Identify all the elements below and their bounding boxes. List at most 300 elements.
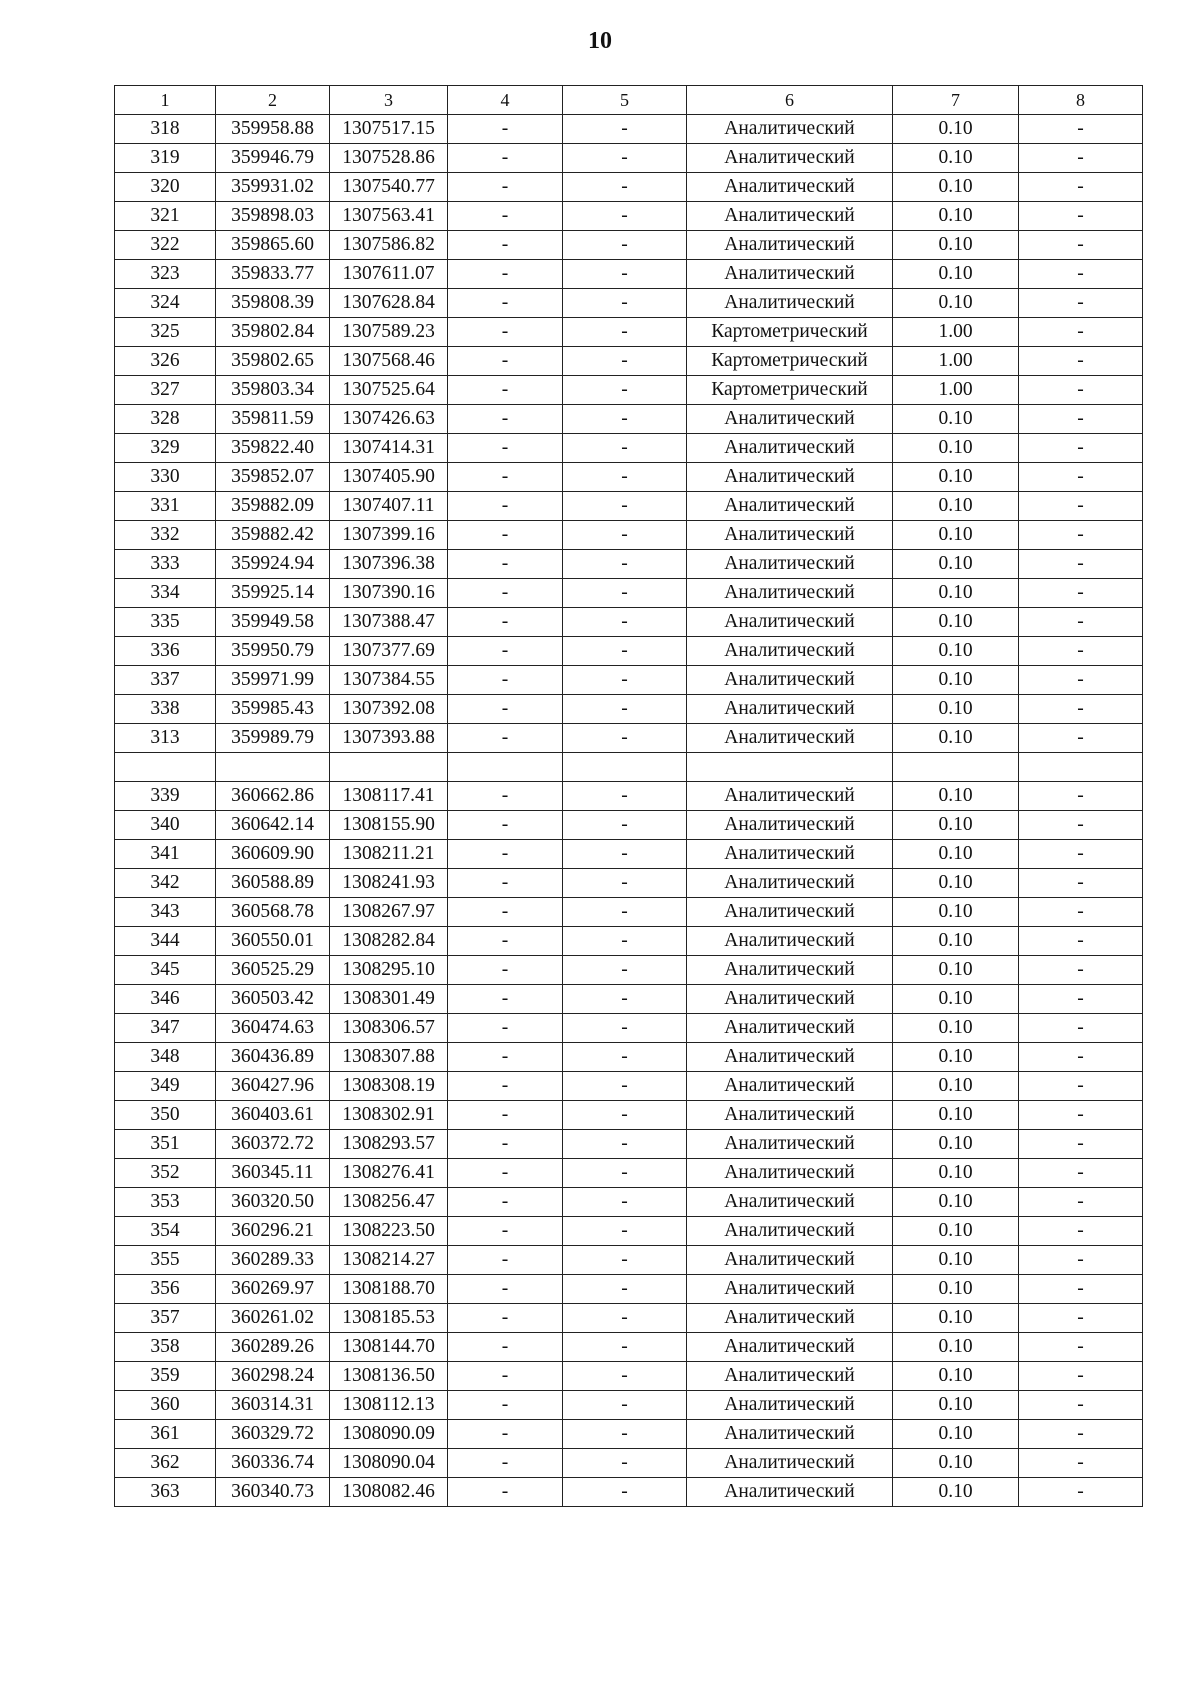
cell-method: Аналитический	[687, 1043, 893, 1072]
cell-method: Аналитический	[687, 1304, 893, 1333]
cell-coord-x: 360662.86	[216, 782, 330, 811]
cell-coord-y: 1308308.19	[330, 1072, 448, 1101]
cell-col-8: -	[1019, 1391, 1143, 1420]
cell-col-8: -	[1019, 521, 1143, 550]
table-row	[115, 1304, 1143, 1333]
cell-col-5: -	[563, 347, 687, 376]
cell-coord-x: 360298.24	[216, 1362, 330, 1391]
cell-coord-y: 1308256.47	[330, 1188, 448, 1217]
cell-coord-x: 360261.02	[216, 1304, 330, 1333]
cell-col-8: -	[1019, 637, 1143, 666]
cell-coord-x: 360340.73	[216, 1478, 330, 1507]
cell-coord-x: 359852.07	[216, 463, 330, 492]
cell-col-5: -	[563, 1391, 687, 1420]
cell-col-4: -	[448, 1333, 563, 1362]
table-row	[115, 1275, 1143, 1304]
cell-coord-y: 1308090.04	[330, 1449, 448, 1478]
cell-accuracy: 1.00	[893, 376, 1019, 405]
cell-coord-y: 1307563.41	[330, 202, 448, 231]
cell-col-4: -	[448, 1159, 563, 1188]
cell-accuracy: 0.10	[893, 637, 1019, 666]
cell-method: Аналитический	[687, 1333, 893, 1362]
cell-col-8: -	[1019, 1420, 1143, 1449]
cell-coord-y: 1307611.07	[330, 260, 448, 289]
table-row	[115, 1014, 1143, 1043]
cell-accuracy: 0.10	[893, 260, 1019, 289]
cell-col-4: -	[448, 1014, 563, 1043]
cell-col-8: -	[1019, 1188, 1143, 1217]
cell-point-number: 345	[115, 956, 216, 985]
column-header-2: 2	[216, 86, 330, 115]
cell-method: Аналитический	[687, 1246, 893, 1275]
cell-accuracy: 0.10	[893, 869, 1019, 898]
cell-coord-y: 1307407.11	[330, 492, 448, 521]
cell-accuracy: 0.10	[893, 956, 1019, 985]
cell-col-8: -	[1019, 550, 1143, 579]
cell-coord-y: 1308211.21	[330, 840, 448, 869]
cell-col-5: -	[563, 144, 687, 173]
cell-col-8: -	[1019, 289, 1143, 318]
cell-method: Картометрический	[687, 347, 893, 376]
cell-point-number: 355	[115, 1246, 216, 1275]
cell-point-number: 363	[115, 1478, 216, 1507]
cell-col-8: -	[1019, 1304, 1143, 1333]
cell-method: Аналитический	[687, 115, 893, 144]
cell-accuracy: 0.10	[893, 550, 1019, 579]
cell-coord-y: 1307399.16	[330, 521, 448, 550]
cell-coord-y: 1307628.84	[330, 289, 448, 318]
cell-method: Аналитический	[687, 898, 893, 927]
table-row	[115, 1130, 1143, 1159]
table-row	[115, 1420, 1143, 1449]
cell-coord-y: 1308082.46	[330, 1478, 448, 1507]
cell-coord-x: 360588.89	[216, 869, 330, 898]
cell-coord-x: 360525.29	[216, 956, 330, 985]
cell-coord-x: 359802.65	[216, 347, 330, 376]
cell-coord-y: 1307528.86	[330, 144, 448, 173]
cell-point-number: 357	[115, 1304, 216, 1333]
cell-col-4: -	[448, 724, 563, 753]
cell-col-8: -	[1019, 840, 1143, 869]
cell-col-4: -	[448, 1391, 563, 1420]
cell-coord-x: 360642.14	[216, 811, 330, 840]
cell-method: Аналитический	[687, 956, 893, 985]
table-header	[115, 86, 1143, 115]
cell-accuracy: 0.10	[893, 1014, 1019, 1043]
cell-accuracy: 0.10	[893, 1188, 1019, 1217]
cell-point-number: 334	[115, 579, 216, 608]
cell-col-4: -	[448, 927, 563, 956]
cell-coord-y: 1308241.93	[330, 869, 448, 898]
cell-col-4: -	[448, 1072, 563, 1101]
cell-accuracy: 0.10	[893, 1159, 1019, 1188]
cell-accuracy: 0.10	[893, 1101, 1019, 1130]
cell-point-number: 323	[115, 260, 216, 289]
cell-col-5: -	[563, 1072, 687, 1101]
cell-accuracy: 0.10	[893, 782, 1019, 811]
cell-point-number: 338	[115, 695, 216, 724]
cell-coord-y: 1307390.16	[330, 579, 448, 608]
cell-coord-y: 1308136.50	[330, 1362, 448, 1391]
cell-method: Аналитический	[687, 695, 893, 724]
cell-col-5: -	[563, 1449, 687, 1478]
cell-coord-y: 1308302.91	[330, 1101, 448, 1130]
cell-col-5: -	[563, 666, 687, 695]
cell-accuracy: 0.10	[893, 1333, 1019, 1362]
cell-method: Аналитический	[687, 1130, 893, 1159]
cell-col-8	[1019, 753, 1143, 782]
cell-accuracy: 0.10	[893, 1420, 1019, 1449]
table-row	[115, 173, 1143, 202]
cell-col-4: -	[448, 840, 563, 869]
cell-col-4: -	[448, 1304, 563, 1333]
cell-point-number: 342	[115, 869, 216, 898]
cell-point-number: 347	[115, 1014, 216, 1043]
cell-col-8: -	[1019, 231, 1143, 260]
cell-col-4: -	[448, 666, 563, 695]
cell-col-8: -	[1019, 608, 1143, 637]
cell-method: Аналитический	[687, 637, 893, 666]
table-row	[115, 1478, 1143, 1507]
cell-coord-x: 360289.26	[216, 1333, 330, 1362]
cell-coord-y: 1307405.90	[330, 463, 448, 492]
cell-point-number: 351	[115, 1130, 216, 1159]
cell-accuracy: 0.10	[893, 985, 1019, 1014]
table-row	[115, 1391, 1143, 1420]
cell-col-5: -	[563, 956, 687, 985]
cell-col-5: -	[563, 898, 687, 927]
cell-coord-x: 360474.63	[216, 1014, 330, 1043]
cell-coord-y: 1307525.64	[330, 376, 448, 405]
cell-accuracy: 0.10	[893, 1391, 1019, 1420]
cell-col-4: -	[448, 1246, 563, 1275]
cell-coord-y: 1307568.46	[330, 347, 448, 376]
cell-col-4: -	[448, 1130, 563, 1159]
cell-accuracy: 0.10	[893, 405, 1019, 434]
cell-col-4: -	[448, 1188, 563, 1217]
cell-col-4: -	[448, 1449, 563, 1478]
cell-col-8: -	[1019, 1275, 1143, 1304]
table-row	[115, 347, 1143, 376]
cell-col-4: -	[448, 1217, 563, 1246]
table-row	[115, 1217, 1143, 1246]
cell-coord-y: 1308276.41	[330, 1159, 448, 1188]
cell-point-number: 353	[115, 1188, 216, 1217]
table-row	[115, 1449, 1143, 1478]
cell-accuracy: 0.10	[893, 1217, 1019, 1246]
cell-method: Аналитический	[687, 173, 893, 202]
cell-point-number: 318	[115, 115, 216, 144]
cell-point-number: 358	[115, 1333, 216, 1362]
cell-col-5: -	[563, 1275, 687, 1304]
cell-method: Аналитический	[687, 811, 893, 840]
cell-method: Аналитический	[687, 1391, 893, 1420]
cell-coord-y: 1308293.57	[330, 1130, 448, 1159]
table-row	[115, 927, 1143, 956]
cell-col-4	[448, 753, 563, 782]
cell-accuracy: 0.10	[893, 1072, 1019, 1101]
cell-col-4: -	[448, 898, 563, 927]
cell-coord-y: 1308282.84	[330, 927, 448, 956]
table-row	[115, 1159, 1143, 1188]
cell-coord-x: 359985.43	[216, 695, 330, 724]
cell-coord-x: 359931.02	[216, 173, 330, 202]
table-row	[115, 1362, 1143, 1391]
table-row	[115, 1246, 1143, 1275]
column-header-1: 1	[115, 86, 216, 115]
cell-point-number: 326	[115, 347, 216, 376]
table-row	[115, 898, 1143, 927]
table-row	[115, 608, 1143, 637]
cell-point-number: 324	[115, 289, 216, 318]
cell-col-8: -	[1019, 1478, 1143, 1507]
table-row	[115, 1333, 1143, 1362]
table-row	[115, 1188, 1143, 1217]
cell-col-8: -	[1019, 1362, 1143, 1391]
cell-col-5: -	[563, 1246, 687, 1275]
cell-coord-x: 360320.50	[216, 1188, 330, 1217]
cell-col-4: -	[448, 1362, 563, 1391]
cell-col-5: -	[563, 840, 687, 869]
table-body	[115, 115, 1143, 1507]
cell-col-5: -	[563, 231, 687, 260]
cell-col-5: -	[563, 608, 687, 637]
table-row	[115, 695, 1143, 724]
cell-col-4: -	[448, 492, 563, 521]
cell-coord-y: 1308188.70	[330, 1275, 448, 1304]
cell-col-5: -	[563, 1304, 687, 1333]
cell-col-8: -	[1019, 1072, 1143, 1101]
cell-col-8: -	[1019, 579, 1143, 608]
cell-col-4: -	[448, 347, 563, 376]
cell-point-number: 331	[115, 492, 216, 521]
cell-col-4: -	[448, 144, 563, 173]
cell-col-8: -	[1019, 1101, 1143, 1130]
column-header-6: 6	[687, 86, 893, 115]
cell-coord-x: 360314.31	[216, 1391, 330, 1420]
cell-method: Аналитический	[687, 724, 893, 753]
cell-accuracy: 0.10	[893, 1275, 1019, 1304]
cell-method: Аналитический	[687, 144, 893, 173]
cell-col-5: -	[563, 173, 687, 202]
cell-method: Аналитический	[687, 1101, 893, 1130]
cell-col-5: -	[563, 1333, 687, 1362]
cell-col-4: -	[448, 260, 563, 289]
cell-accuracy: 0.10	[893, 608, 1019, 637]
cell-col-5: -	[563, 1043, 687, 1072]
cell-col-5: -	[563, 1159, 687, 1188]
cell-point-number: 349	[115, 1072, 216, 1101]
column-header-3: 3	[330, 86, 448, 115]
cell-accuracy: 0.10	[893, 521, 1019, 550]
cell-coord-x: 360336.74	[216, 1449, 330, 1478]
cell-col-8: -	[1019, 724, 1143, 753]
cell-accuracy: 0.10	[893, 1130, 1019, 1159]
cell-col-4: -	[448, 173, 563, 202]
cell-accuracy: 0.10	[893, 492, 1019, 521]
cell-col-8: -	[1019, 115, 1143, 144]
table-row	[115, 724, 1143, 753]
cell-coord-x: 360568.78	[216, 898, 330, 927]
cell-col-8: -	[1019, 1333, 1143, 1362]
cell-method: Аналитический	[687, 927, 893, 956]
table-row	[115, 1072, 1143, 1101]
cell-col-4: -	[448, 695, 563, 724]
cell-method: Картометрический	[687, 318, 893, 347]
cell-method: Аналитический	[687, 260, 893, 289]
cell-coord-x: 359882.42	[216, 521, 330, 550]
cell-coord-y: 1307384.55	[330, 666, 448, 695]
table-row	[115, 115, 1143, 144]
cell-point-number: 359	[115, 1362, 216, 1391]
cell-coord-x: 359989.79	[216, 724, 330, 753]
cell-method: Аналитический	[687, 434, 893, 463]
cell-col-8: -	[1019, 173, 1143, 202]
cell-point-number: 330	[115, 463, 216, 492]
cell-accuracy: 0.10	[893, 579, 1019, 608]
cell-col-8: -	[1019, 463, 1143, 492]
cell-col-5: -	[563, 579, 687, 608]
cell-coord-x: 359802.84	[216, 318, 330, 347]
cell-coord-x: 360372.72	[216, 1130, 330, 1159]
cell-point-number: 336	[115, 637, 216, 666]
table-row	[115, 811, 1143, 840]
cell-coord-y: 1308214.27	[330, 1246, 448, 1275]
cell-method: Аналитический	[687, 579, 893, 608]
cell-method: Аналитический	[687, 1072, 893, 1101]
cell-point-number: 350	[115, 1101, 216, 1130]
cell-col-4: -	[448, 521, 563, 550]
cell-accuracy: 0.10	[893, 695, 1019, 724]
cell-col-5: -	[563, 115, 687, 144]
table-row	[115, 434, 1143, 463]
cell-point-number: 361	[115, 1420, 216, 1449]
cell-coord-x: 359949.58	[216, 608, 330, 637]
cell-point-number: 327	[115, 376, 216, 405]
cell-point-number: 341	[115, 840, 216, 869]
cell-col-8: -	[1019, 1130, 1143, 1159]
cell-coord-x: 360550.01	[216, 927, 330, 956]
cell-point-number	[115, 753, 216, 782]
cell-method: Аналитический	[687, 1478, 893, 1507]
cell-col-5: -	[563, 405, 687, 434]
cell-accuracy: 0.10	[893, 1304, 1019, 1333]
cell-coord-y: 1307396.38	[330, 550, 448, 579]
cell-col-4: -	[448, 579, 563, 608]
cell-accuracy: 0.10	[893, 1246, 1019, 1275]
table-row	[115, 840, 1143, 869]
cell-col-8: -	[1019, 956, 1143, 985]
cell-col-5: -	[563, 1130, 687, 1159]
cell-point-number: 328	[115, 405, 216, 434]
cell-coord-x: 360345.11	[216, 1159, 330, 1188]
cell-method: Аналитический	[687, 840, 893, 869]
table-row	[115, 463, 1143, 492]
cell-coord-x: 359925.14	[216, 579, 330, 608]
table-row	[115, 579, 1143, 608]
cell-col-5: -	[563, 637, 687, 666]
cell-col-5: -	[563, 1420, 687, 1449]
cell-point-number: 352	[115, 1159, 216, 1188]
cell-method: Аналитический	[687, 405, 893, 434]
cell-coord-x: 360269.97	[216, 1275, 330, 1304]
cell-coord-x: 359822.40	[216, 434, 330, 463]
cell-method: Аналитический	[687, 521, 893, 550]
cell-col-5: -	[563, 318, 687, 347]
cell-col-4: -	[448, 782, 563, 811]
cell-method: Аналитический	[687, 1159, 893, 1188]
cell-col-8: -	[1019, 347, 1143, 376]
cell-coord-y: 1307392.08	[330, 695, 448, 724]
cell-col-4: -	[448, 985, 563, 1014]
cell-col-4: -	[448, 202, 563, 231]
table-row	[115, 318, 1143, 347]
cell-col-5: -	[563, 724, 687, 753]
cell-col-8: -	[1019, 492, 1143, 521]
table-row	[115, 376, 1143, 405]
cell-accuracy: 1.00	[893, 347, 1019, 376]
cell-point-number: 354	[115, 1217, 216, 1246]
cell-col-8: -	[1019, 260, 1143, 289]
cell-point-number: 332	[115, 521, 216, 550]
page-number: 10	[588, 28, 612, 54]
cell-method: Аналитический	[687, 1275, 893, 1304]
cell-col-4: -	[448, 1043, 563, 1072]
table-row	[115, 869, 1143, 898]
cell-col-8: -	[1019, 695, 1143, 724]
table-row	[115, 144, 1143, 173]
cell-point-number: 362	[115, 1449, 216, 1478]
table-row	[115, 202, 1143, 231]
cell-accuracy: 0.10	[893, 1478, 1019, 1507]
cell-coord-x: 359865.60	[216, 231, 330, 260]
cell-coord-y: 1308301.49	[330, 985, 448, 1014]
cell-coord-x: 360289.33	[216, 1246, 330, 1275]
cell-coord-y: 1308295.10	[330, 956, 448, 985]
cell-method: Аналитический	[687, 1362, 893, 1391]
column-header-7: 7	[893, 86, 1019, 115]
cell-coord-y: 1308267.97	[330, 898, 448, 927]
cell-col-5: -	[563, 1101, 687, 1130]
cell-point-number: 337	[115, 666, 216, 695]
cell-method: Аналитический	[687, 231, 893, 260]
cell-coord-y: 1308155.90	[330, 811, 448, 840]
cell-col-5	[563, 753, 687, 782]
cell-accuracy: 0.10	[893, 666, 1019, 695]
cell-col-4: -	[448, 115, 563, 144]
cell-method: Аналитический	[687, 1188, 893, 1217]
cell-col-5: -	[563, 289, 687, 318]
cell-col-8: -	[1019, 666, 1143, 695]
cell-coord-x: 359811.59	[216, 405, 330, 434]
cell-coord-x: 359924.94	[216, 550, 330, 579]
cell-col-4: -	[448, 1275, 563, 1304]
table-row	[115, 666, 1143, 695]
cell-coord-y: 1308185.53	[330, 1304, 448, 1333]
cell-accuracy: 0.10	[893, 144, 1019, 173]
cell-col-5: -	[563, 202, 687, 231]
cell-coord-x: 360296.21	[216, 1217, 330, 1246]
cell-accuracy: 0.10	[893, 434, 1019, 463]
cell-method: Картометрический	[687, 376, 893, 405]
cell-col-8: -	[1019, 144, 1143, 173]
cell-coord-x: 359833.77	[216, 260, 330, 289]
cell-coord-y: 1307540.77	[330, 173, 448, 202]
column-header-4: 4	[448, 86, 563, 115]
cell-col-4: -	[448, 376, 563, 405]
cell-coord-x: 359946.79	[216, 144, 330, 173]
table-row	[115, 405, 1143, 434]
